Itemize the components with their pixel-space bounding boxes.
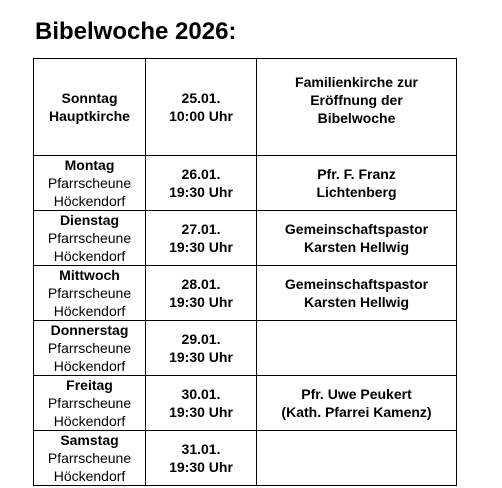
event-time: 19:30 Uhr: [169, 404, 233, 420]
info-cell: [257, 266, 457, 321]
table-row: [34, 376, 457, 431]
place-line: Pfarrscheune: [47, 285, 132, 301]
place-line: Pfarrscheune: [47, 175, 132, 191]
info-line: Gemeinschaftspastor: [284, 276, 429, 292]
day-cell: [34, 156, 146, 211]
event-date: 25.01.: [181, 90, 221, 106]
info-cell: [257, 156, 457, 211]
info-line: Lichtenberg: [316, 184, 397, 200]
place-line: Pfarrscheune: [47, 340, 132, 356]
date-cell: [146, 59, 257, 156]
table-row: [34, 59, 457, 156]
event-date: 31.01.: [181, 441, 221, 457]
date-cell: [146, 156, 257, 211]
date-cell: [146, 431, 257, 486]
place-line: Pfarrscheune: [47, 395, 132, 411]
date-cell: [146, 266, 257, 321]
info-cell: [257, 59, 457, 156]
schedule-table: [33, 58, 457, 486]
place-line: Pfarrscheune: [47, 230, 132, 246]
event-time: 19:30 Uhr: [169, 294, 233, 310]
table-row: [34, 211, 457, 266]
day-cell: [34, 431, 146, 486]
info-cell: [257, 321, 457, 376]
day-cell: [34, 376, 146, 431]
info-line: Karsten Hellwig: [303, 239, 410, 255]
info-cell: [257, 431, 457, 486]
event-time: 19:30 Uhr: [169, 239, 233, 255]
event-time: 19:30 Uhr: [169, 349, 233, 365]
info-line: Karsten Hellwig: [303, 294, 410, 310]
event-time: 19:30 Uhr: [169, 184, 233, 200]
place-line: Höckendorf: [53, 248, 126, 264]
table-row: [34, 321, 457, 376]
place-line: Höckendorf: [53, 413, 126, 429]
day-cell: [34, 321, 146, 376]
event-time: 10:00 Uhr: [169, 108, 233, 124]
place-line: Höckendorf: [53, 468, 126, 484]
day-cell: [34, 266, 146, 321]
info-line: Gemeinschaftspastor: [284, 221, 429, 237]
place-line: Höckendorf: [53, 358, 126, 374]
info-cell: [257, 376, 457, 431]
event-date: 28.01.: [181, 276, 221, 292]
day-name: Montag: [64, 157, 115, 173]
info-line: (Kath. Pfarrei Kamenz): [281, 404, 432, 420]
day-name: Freitag: [66, 377, 113, 393]
info-line: Bibelwoche: [317, 110, 396, 126]
event-date: 29.01.: [181, 331, 221, 347]
event-date: 26.01.: [181, 166, 221, 182]
event-date: 27.01.: [181, 221, 221, 237]
day-cell: [34, 59, 146, 156]
day-name: Mittwoch: [59, 267, 120, 283]
date-cell: [146, 321, 257, 376]
event-date: 30.01.: [181, 386, 221, 402]
day-name: Dienstag: [59, 212, 120, 228]
place-line: Hauptkirche: [49, 108, 130, 124]
table-row: [34, 156, 457, 211]
day-name: Samstag: [60, 432, 119, 448]
place-line: Pfarrscheune: [47, 450, 132, 466]
day-cell: [34, 211, 146, 266]
event-time: 19:30 Uhr: [169, 459, 233, 475]
day-name: Sonntag: [61, 90, 118, 106]
info-line: Eröffnung der: [310, 92, 403, 108]
table-row: [34, 266, 457, 321]
date-cell: [146, 211, 257, 266]
info-cell: [257, 211, 457, 266]
page-title: Bibelwoche 2026:: [35, 18, 237, 45]
place-line: Höckendorf: [53, 303, 126, 319]
date-cell: [146, 376, 257, 431]
info-line: Pfr. Uwe Peukert: [301, 386, 412, 402]
day-name: Donnerstag: [50, 322, 129, 338]
info-line: Familienkirche zur: [295, 74, 418, 90]
place-line: Höckendorf: [53, 193, 126, 209]
table-row: [34, 431, 457, 486]
info-line: Pfr. F. Franz: [317, 166, 396, 182]
